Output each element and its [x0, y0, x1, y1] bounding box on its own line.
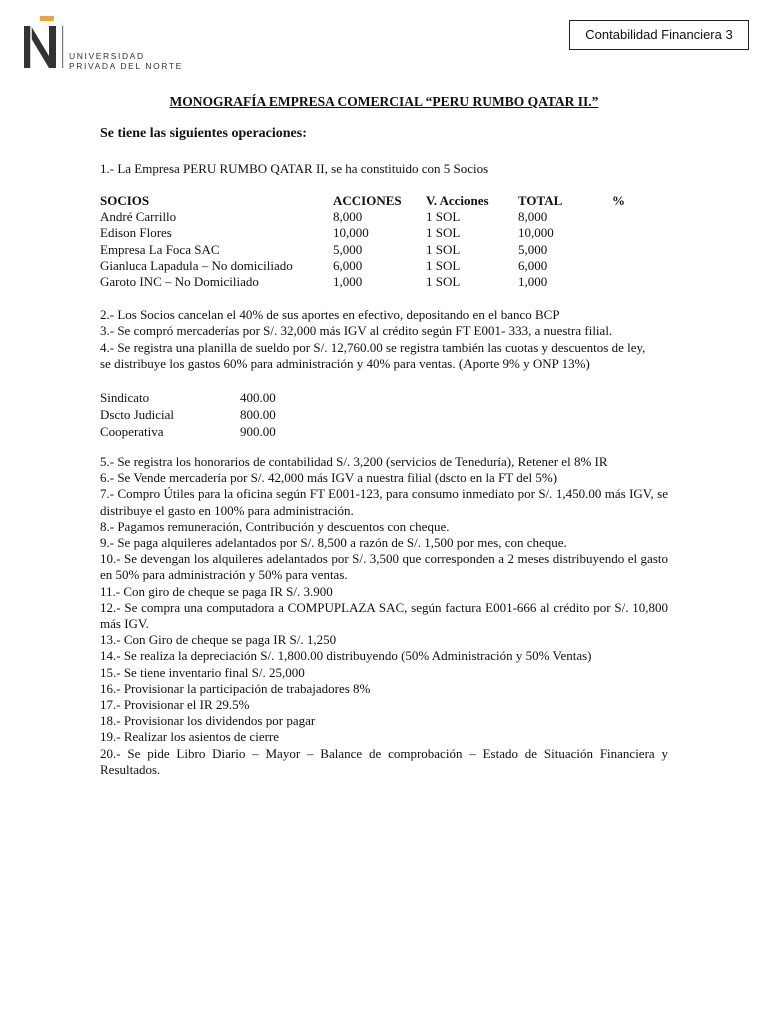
operation-item: 5.- Se registra los honorarios de contabilidad S/. 3,200 (servicios de Teneduría), Retener el 8% IR — [100, 454, 608, 469]
operation-item-continuation: se distribuye los gastos 60% para administración y 40% para ventas. (Aporte 9% y ONP 13%) — [100, 356, 590, 371]
deduction-label: Sindicato — [100, 389, 150, 405]
deductions-table — [100, 389, 276, 440]
operation-item: 12.- Se compra una computadora a COMPUPLAZA SAC, según factura E001-666 al crédito por S/. 10,800 más IGV. — [100, 599, 668, 632]
table-row — [100, 423, 276, 440]
partner-name: Edison Flores — [100, 225, 172, 241]
shares-cell: 5,000 — [333, 241, 363, 257]
document-subtitle: Se tiene las siguientes operaciones: — [100, 126, 307, 141]
partner-name: Gianluca Lapadula – No domiciliado — [100, 257, 293, 273]
operation-item: 8.- Pagamos remuneración, Contribución y descuentos con cheque. — [100, 518, 450, 534]
column-header: V. Acciones — [426, 193, 489, 209]
share-value-cell: 1 SOL — [426, 274, 461, 290]
document-title: MONOGRAFÍA EMPRESA COMERCIAL “PERU RUMBO QATAR II.” — [169, 94, 599, 109]
operation-item: 18.- Provisionar los dividendos por pagar — [100, 713, 316, 729]
total-cell: 6,000 — [518, 257, 548, 273]
partners-table — [100, 193, 642, 290]
operation-item: 11.- Con giro de cheque se paga IR S/. 3.900 — [100, 583, 333, 599]
percent-cell — [612, 225, 642, 241]
operation-item: 15.- Se tiene inventario final S/. 25,000 — [100, 664, 305, 680]
table-header-row — [100, 193, 642, 209]
column-header: % — [612, 193, 625, 209]
deduction-value: 800.00 — [240, 406, 276, 422]
share-value-cell: 1 SOL — [426, 257, 461, 273]
shares-cell: 10,000 — [333, 225, 369, 241]
deduction-label: Dscto Judicial — [100, 406, 175, 422]
total-cell: 8,000 — [518, 209, 548, 225]
total-cell: 10,000 — [518, 225, 554, 241]
operation-item: 13.- Con Giro de cheque se paga IR S/. 1,250 — [100, 632, 337, 648]
operations-list — [100, 454, 668, 778]
operation-item: 6.- Se Vende mercadería por S/. 42,000 más IGV a nuestra filial (dscto en la FT del 5%) — [100, 470, 558, 486]
operation-item: 14.- Se realiza la depreciación S/. 1,800.00 distribuyendo (50% Administración y 50% Ventas) — [100, 648, 592, 664]
table-row — [100, 258, 642, 274]
share-value-cell: 1 SOL — [426, 225, 461, 241]
total-cell: 5,000 — [518, 241, 548, 257]
upn-logo-mark-icon — [22, 16, 68, 72]
deduction-value: 400.00 — [240, 389, 276, 405]
table-row — [100, 242, 642, 258]
percent-cell — [612, 258, 642, 274]
course-label-box: Contabilidad Financiera 3 — [569, 20, 749, 50]
shares-cell: 1,000 — [333, 274, 363, 290]
table-row — [100, 406, 276, 423]
operation-item: 19.- Realizar los asientos de cierre — [100, 729, 280, 745]
column-header: ACCIONES — [333, 193, 402, 209]
partner-name: Garoto INC – No Domiciliado — [100, 274, 259, 290]
operation-item: 2.- Los Socios cancelan el 40% de sus aportes en efectivo, depositando en el banco BCP — [100, 307, 560, 322]
operation-item: 9.- Se paga alquileres adelantados por S/. 8,500 a razón de S/. 1,500 por mes, con cheque. — [100, 535, 567, 551]
percent-cell — [612, 209, 642, 225]
intro-line: 1.- La Empresa PERU RUMBO QATAR II, se ha constituido con 5 Socios — [100, 161, 489, 176]
logo-wordmark — [69, 51, 183, 71]
percent-cell — [612, 274, 642, 290]
table-row — [100, 274, 642, 290]
table-row — [100, 209, 642, 225]
column-header: SOCIOS — [100, 193, 150, 209]
operation-item: 7.- Compro Útiles para la oficina según FT E001-123, para consumo inmediato por S/. 1,450.00 más IGV, se distribuye el gasto en 100% para administración. — [100, 486, 668, 518]
partner-name: Empresa La Foca SAC — [100, 241, 220, 257]
operation-item: 16.- Provisionar la participación de trabajadores 8% — [100, 680, 371, 696]
university-logo — [22, 16, 212, 76]
logo-line-2: PRIVADA DEL NORTE — [69, 61, 183, 71]
column-header: TOTAL — [518, 193, 563, 209]
partner-name: André Carrillo — [100, 209, 177, 225]
total-cell: 1,000 — [518, 274, 548, 290]
deduction-label: Cooperativa — [100, 423, 164, 439]
table-row — [100, 225, 642, 241]
operation-item: 4.- Se registra una planilla de sueldo por S/. 12,760.00 se registra también las cuotas y descuentos de ley, — [100, 340, 646, 355]
shares-cell: 6,000 — [333, 257, 363, 273]
operation-item: 3.- Se compró mercaderías por S/. 32,000 más IGV al crédito según FT E001- 333, a nuestra filial. — [100, 323, 613, 338]
operation-item: 20.- Se pide Libro Diario – Mayor – Balance de comprobación – Estado de Situación Financiera y Resultados. — [100, 745, 668, 777]
logo-line-1: UNIVERSIDAD — [69, 51, 145, 61]
table-row — [100, 389, 276, 406]
operation-item: 10.- Se devengan los alquileres adelantados por S/. 3,500 que corresponden a 2 meses distribuyendo el gasto en 50% para administración y 50% para ventas. — [100, 551, 668, 583]
shares-cell: 8,000 — [333, 209, 363, 225]
share-value-cell: 1 SOL — [426, 209, 461, 225]
operation-item: 17.- Provisionar el IR 29.5% — [100, 697, 250, 713]
share-value-cell: 1 SOL — [426, 241, 461, 257]
percent-cell — [612, 242, 642, 258]
deduction-value: 900.00 — [240, 423, 276, 439]
